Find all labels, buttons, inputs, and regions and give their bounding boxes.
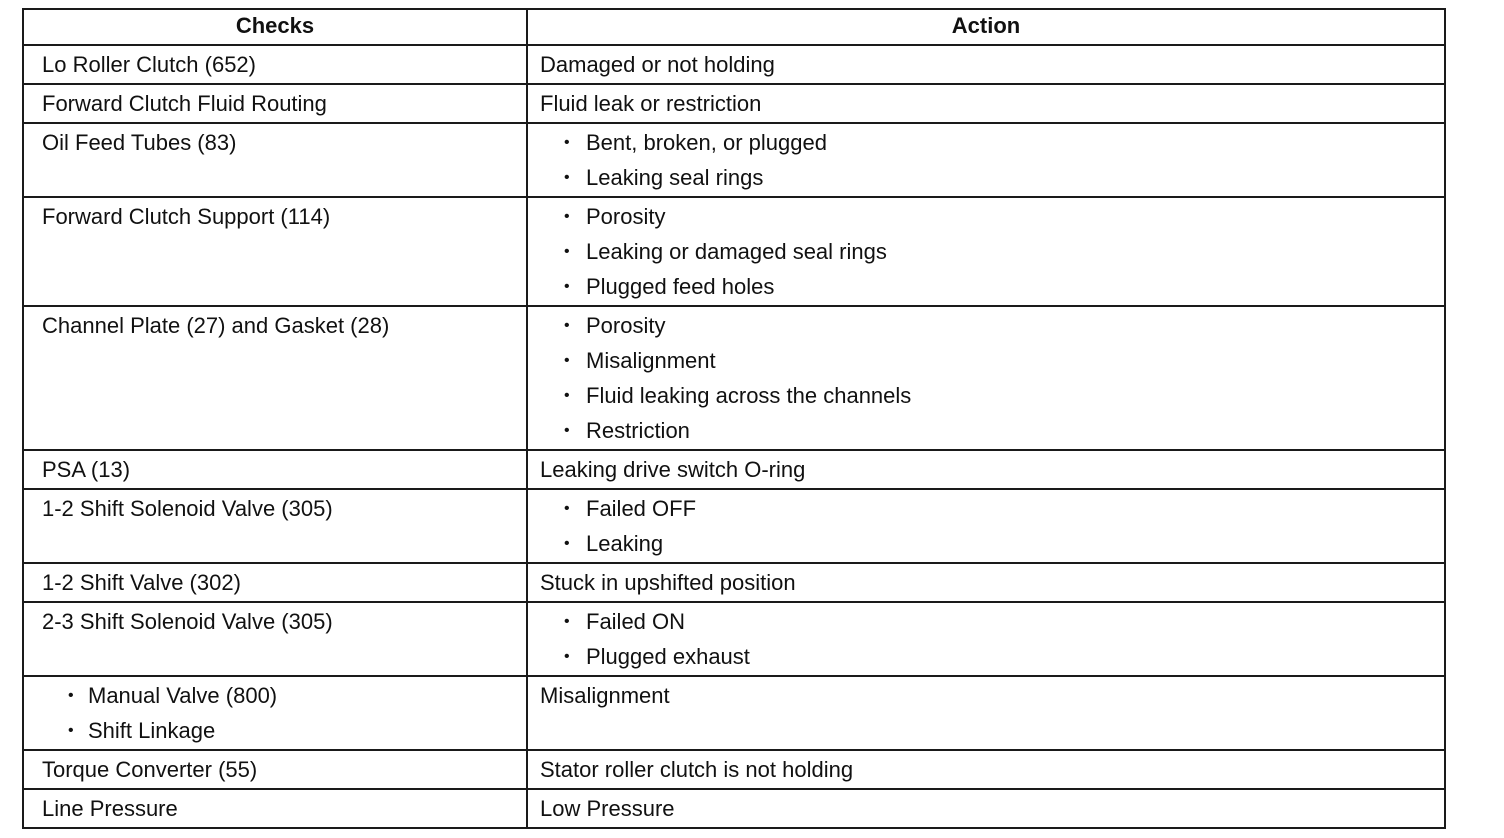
action-cell: Damaged or not holding — [527, 45, 1445, 84]
check-cell — [23, 676, 527, 750]
table-row — [23, 450, 1445, 489]
action-cell: Fluid leak or restriction — [527, 84, 1445, 123]
action-cell: Stuck in upshifted position — [527, 563, 1445, 602]
table-row — [23, 123, 1445, 197]
header-row — [23, 9, 1445, 45]
check-cell: 1-2 Shift Valve (302) — [23, 563, 527, 602]
table-row — [23, 676, 1445, 750]
action-list-item: • Bent, broken, or plugged — [540, 125, 1434, 160]
action-list-item: • Restriction — [540, 413, 1434, 448]
action-list-item: • Leaking seal rings — [540, 160, 1434, 195]
table-row — [23, 602, 1445, 676]
action-list-item: • Misalignment — [540, 343, 1434, 378]
action-cell: Low Pressure — [527, 789, 1445, 828]
action-list-item: • Porosity — [540, 308, 1434, 343]
table-row — [23, 45, 1445, 84]
action-cell: Stator roller clutch is not holding — [527, 750, 1445, 789]
table-body — [23, 45, 1445, 828]
table-row — [23, 306, 1445, 450]
check-cell: Torque Converter (55) — [23, 750, 527, 789]
action-list-item: • Fluid leaking across the channels — [540, 378, 1434, 413]
action-list — [540, 308, 1434, 448]
action-cell — [527, 306, 1445, 450]
check-cell: Lo Roller Clutch (652) — [23, 45, 527, 84]
check-cell: Forward Clutch Fluid Routing — [23, 84, 527, 123]
table-row — [23, 489, 1445, 563]
action-cell — [527, 123, 1445, 197]
table-row — [23, 84, 1445, 123]
action-header: Action — [527, 9, 1445, 45]
action-cell — [527, 489, 1445, 563]
check-cell: PSA (13) — [23, 450, 527, 489]
action-list — [540, 199, 1434, 304]
action-list-item: • Plugged exhaust — [540, 639, 1434, 674]
action-list-item: • Leaking or damaged seal rings — [540, 234, 1434, 269]
action-list — [540, 491, 1434, 561]
check-cell: 1-2 Shift Solenoid Valve (305) — [23, 489, 527, 563]
action-list — [540, 604, 1434, 674]
diagnosis-table — [22, 8, 1446, 829]
action-list-item: • Plugged feed holes — [540, 269, 1434, 304]
action-cell — [527, 602, 1445, 676]
table-row — [23, 789, 1445, 828]
action-list-item: • Failed OFF — [540, 491, 1434, 526]
action-list-item: • Failed ON — [540, 604, 1434, 639]
action-cell: Leaking drive switch O-ring — [527, 450, 1445, 489]
check-cell: Oil Feed Tubes (83) — [23, 123, 527, 197]
action-list-item: • Porosity — [540, 199, 1434, 234]
action-cell — [527, 197, 1445, 306]
check-list-item: • Shift Linkage — [42, 713, 516, 748]
checks-header: Checks — [23, 9, 527, 45]
table-row — [23, 197, 1445, 306]
table-row — [23, 563, 1445, 602]
check-cell: 2-3 Shift Solenoid Valve (305) — [23, 602, 527, 676]
check-list-item: • Manual Valve (800) — [42, 678, 516, 713]
table-row — [23, 750, 1445, 789]
action-cell: Misalignment — [527, 676, 1445, 750]
check-cell: Line Pressure — [23, 789, 527, 828]
check-cell: Forward Clutch Support (114) — [23, 197, 527, 306]
action-list-item: • Leaking — [540, 526, 1434, 561]
action-list — [540, 125, 1434, 195]
check-list — [42, 678, 516, 748]
check-cell: Channel Plate (27) and Gasket (28) — [23, 306, 527, 450]
